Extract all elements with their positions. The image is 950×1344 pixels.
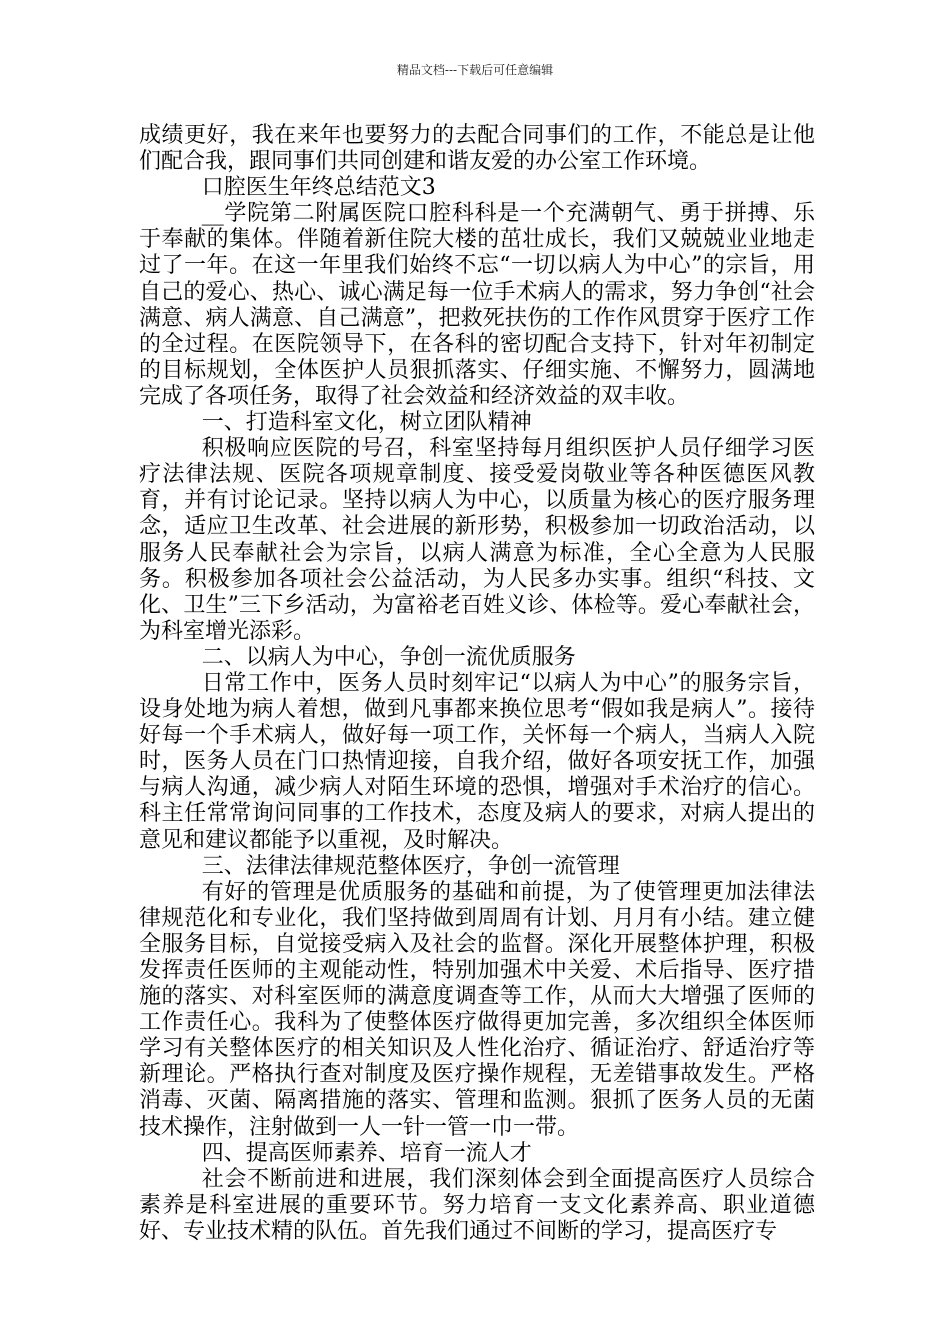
page-header: 精品文档---下载后可任意编辑 <box>396 63 554 77</box>
heading-3: 三、法律法律规范整体医疗，争创一流管理 <box>201 853 620 879</box>
paragraph-2: 日常工作中，医务人员时刻牢记“以病人为中心”的服务宗旨，设身处地为病人着想，做到凡事都来换位思考“假如我是病人”。接待好每一个手术病人，做好每一项工作，关怀每一个病人，当病人入院时，医务人员在门口热情迎接，自我介绍，做好各项安抚工作，加强与病人沟通，减少病人对陌生环境的恐惧，增强对手术治疗的信心。科主任常常询问同事的工作技术，态度及病人的要求，对病人提出的意见和建议都能予以重视，及时解决。 <box>139 670 815 853</box>
paragraph-continuation: 成绩更好，我在来年也要努力的去配合同事们的工作，不能总是让他们配合我，跟同事们共同创建和谐友爱的办公室工作环境。 <box>139 123 815 175</box>
paragraph-4: 社会不断前进和进展，我们深刻体会到全面提高医疗人员综合素养是科室进展的重要环节。努力培育一支文化素养高、职业道德好、专业技术精的队伍。首先我们通过不间断的学习，提高医疗专 <box>139 1166 815 1244</box>
paragraph-3: 有好的管理是优质服务的基础和前提，为了使管理更加法律法律规范化和专业化，我们坚持做到周周有计划、月月有小结。建立健全服务目标，自觉接受病入及社会的监督。深化开展整体护理，积极发挥责任医师的主观能动性，特别加强术中关爱、术后指导、医疗措施的落实、对科室医师的满意度调查等工作，从而大大增强了医师的工作责任心。我科为了使整体医疗做得更加完善，多次组织全体医师学习有关整体医疗的相关知识及人性化治疗、循证治疗、舒适治疗等新理论。严格执行查对制度及医疗操作规程，无差错事故发生。严格消毒、灭菌、隔离措施的落实、管理和监测。狠抓了医务人员的无菌技术操作，注射做到一人一针一管一巾一带。 <box>139 879 815 1140</box>
heading-1: 一、打造科室文化，树立团队精神 <box>201 410 532 436</box>
section-title: 口腔医生年终总结范文3 <box>201 175 436 201</box>
heading-2: 二、以病人为中心，争创一流优质服务 <box>201 644 576 670</box>
paragraph-intro: __学院第二附属医院口腔科科是一个充满朝气、勇于拼搏、乐于奉献的集体。伴随着新住院大楼的茁壮成长，我们又兢兢业业地走过了一年。在这一年里我们始终不忘“一切以病人为中心”的宗旨，用自己的爱心、热心、诚心满足每一位手术病人的需求，努力争创“社会满意、病人满意、自己满意”，把救死扶伤的工作作风贯穿于医疗工作的全过程。在医院领导下，在各科的密切配合支持下，针对年初制定的目标规划，全体医护人员狠抓落实、仔细实施、不懈努力，圆满地完成了各项任务，取得了社会效益和经济效益的双丰收。 <box>139 201 815 409</box>
document-body <box>139 123 815 1245</box>
heading-4: 四、提高医师素养、培育一流人才 <box>201 1140 532 1166</box>
paragraph-1: 积极响应医院的号召，科室坚持每月组织医护人员仔细学习医疗法律法规、医院各项规章制度、接受爱岗敬业等各种医德医风教育，并有讨论记录。坚持以病人为中心，以质量为核心的医疗服务理念，适应卫生改革、社会进展的新形势，积极参加一切政治活动，以服务人民奉献社会为宗旨，以病人满意为标准，全心全意为人民服务。积极参加各项社会公益活动，为人民多办实事。组织“科技、文化、卫生”三下乡活动，为富裕老百姓义诊、体检等。爱心奉献社会，为科室增光添彩。 <box>139 436 815 644</box>
